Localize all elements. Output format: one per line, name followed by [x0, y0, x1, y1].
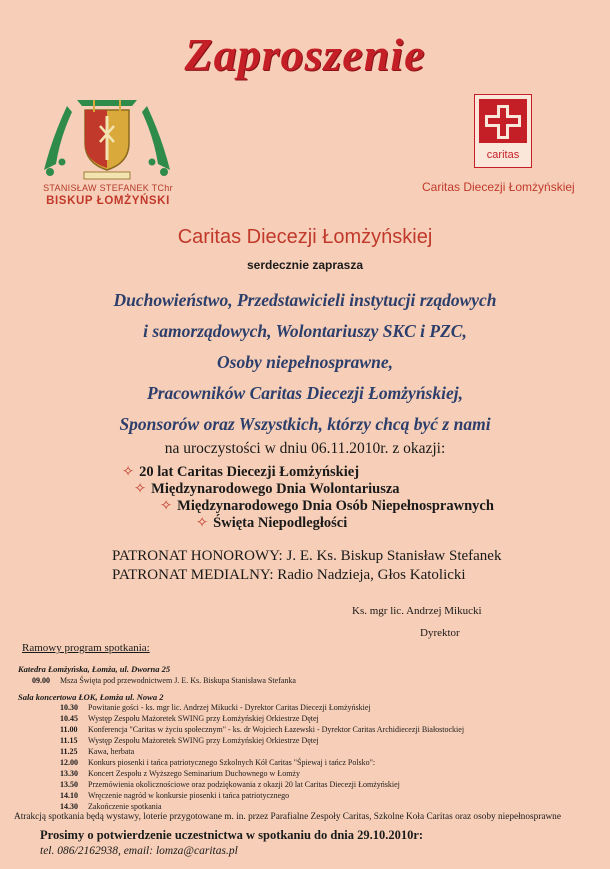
guest-line: i samorządowych, Wolontariuszy SKC i PZC, — [143, 321, 467, 341]
program-item: 09.00 Msza Święta pod przewodnictwem J. E. Ks. Biskupa Stanisława Stefanka — [32, 676, 296, 685]
star-bullet-icon: ✧ — [134, 481, 147, 497]
program-item: 10.45 Występ Zespołu Mażoretek SWING przy Łomżyńskiej Orkiestrze Dętej — [60, 714, 319, 723]
caritas-logo-text: caritas — [486, 149, 520, 161]
guest-line: Sponsorów oraz Wszystkich, którzy chcą być z nami — [119, 414, 491, 434]
contact-info: tel. 086/2162938, email: lomza@caritas.pl — [40, 845, 238, 857]
program-item: 11.00 Konferencja "Caritas w życiu społecznym" - ks. dr Wojciech Łazewski - Dyrektor Caritas Archidiecezji Białostockiej — [60, 725, 465, 734]
venue-cathedral: Katedra Łomżyńska, Łomża, ul. Dworna 25 — [18, 664, 171, 674]
program-item: 13.30 Koncert Zespołu z Wyższego Seminarium Duchownego w Łomży — [60, 769, 300, 778]
guest-list — [0, 285, 610, 440]
signer-role: Dyrektor — [420, 627, 460, 639]
star-bullet-icon: ✧ — [160, 498, 173, 514]
bishop-name: STANISŁAW STEFANEK TChr — [43, 183, 173, 193]
occasion-text: na uroczystości w dniu 06.11.2010r. z okazji: — [164, 440, 446, 457]
reason-item: ✧ 20 lat Caritas Diecezji Łomżyńskiej — [122, 464, 360, 480]
invites-text: serdecznie zaprasza — [246, 258, 364, 272]
caritas-logo — [474, 94, 532, 168]
guest-line: Osoby niepełnosprawne, — [217, 352, 393, 372]
guest-line: Pracowników Caritas Diecezji Łomżyńskiej, — [147, 383, 463, 403]
page-title: Zaproszenie — [184, 29, 426, 80]
reason-item: ✧ Międzynarodowego Dnia Osób Niepełnosprawnych — [160, 498, 494, 514]
media-patronage: PATRONAT MEDIALNY: Radio Nadzieja, Głos Katolicki — [112, 567, 466, 583]
reason-item: ✧ Święta Niepodległości — [196, 515, 348, 531]
bishop-caption — [28, 183, 188, 207]
rsvp-note: Prosimy o potwierdzenie uczestnictwa w spotkaniu do dnia 29.10.2010r: — [40, 828, 424, 842]
program-item: 11.25 Kawa, herbata — [60, 747, 135, 756]
guest-line: Duchowieństwo, Przedstawicieli instytucji rządowych — [113, 290, 497, 310]
signer-name: Ks. mgr lic. Andrzej Mikucki — [352, 605, 482, 617]
program-item: 11.15 Występ Zespołu Mażoretek SWING przy Łomżyńskiej Orkiestrze Dętej — [60, 736, 319, 745]
reason-item: ✧ Międzynarodowego Dnia Wolontariusza — [134, 481, 400, 497]
program-item: 12.00 Konkurs piosenki i tańca patriotycznego Szkolnych Kół Caritas "Śpiewaj i tańcz Polsko": — [60, 758, 376, 767]
venue-concert-hall: Sala koncertowa ŁOK, Łomża ul. Nowa 2 — [18, 692, 164, 702]
program-item: 14.10 Wręczenie nagród w konkursie piosenki i tańca patriotycznego — [60, 791, 290, 800]
honorary-patronage: PATRONAT HONOROWY: J. E. Ks. Biskup Stanisław Stefanek — [112, 548, 502, 564]
patronage — [112, 547, 501, 585]
caritas-name: Caritas Diecezji Łomżyńskiej — [422, 180, 575, 194]
star-bullet-icon: ✧ — [196, 515, 209, 531]
program-item: 14.30 Zakończenie spotkania — [60, 802, 162, 811]
star-bullet-icon: ✧ — [122, 464, 135, 480]
program-title: Ramowy program spotkania: — [22, 642, 150, 654]
bishop-title: BISKUP ŁOMŻYŃSKI — [46, 195, 170, 207]
attractions-note: Atrakcją spotkania będą wystawy, loterie przygotowane m. in. przez Parafialne Zespoły Caritas, Szkolne Koła Caritas oraz osoby niepełnosprawne — [14, 812, 561, 822]
coat-of-arms-icon — [42, 98, 172, 180]
organizer: Caritas Diecezji Łomżyńskiej — [177, 226, 433, 248]
program-item: 13.50 Przemówienia okolicznościowe oraz podziękowania z okazji 20 lat Caritas Diecezji Łomżyńskiej — [60, 780, 400, 789]
program-item: 10.30 Powitanie gości - ks. mgr lic. Andrzej Mikucki - Dyrektor Caritas Diecezji Łomżyńskiej — [60, 703, 371, 712]
